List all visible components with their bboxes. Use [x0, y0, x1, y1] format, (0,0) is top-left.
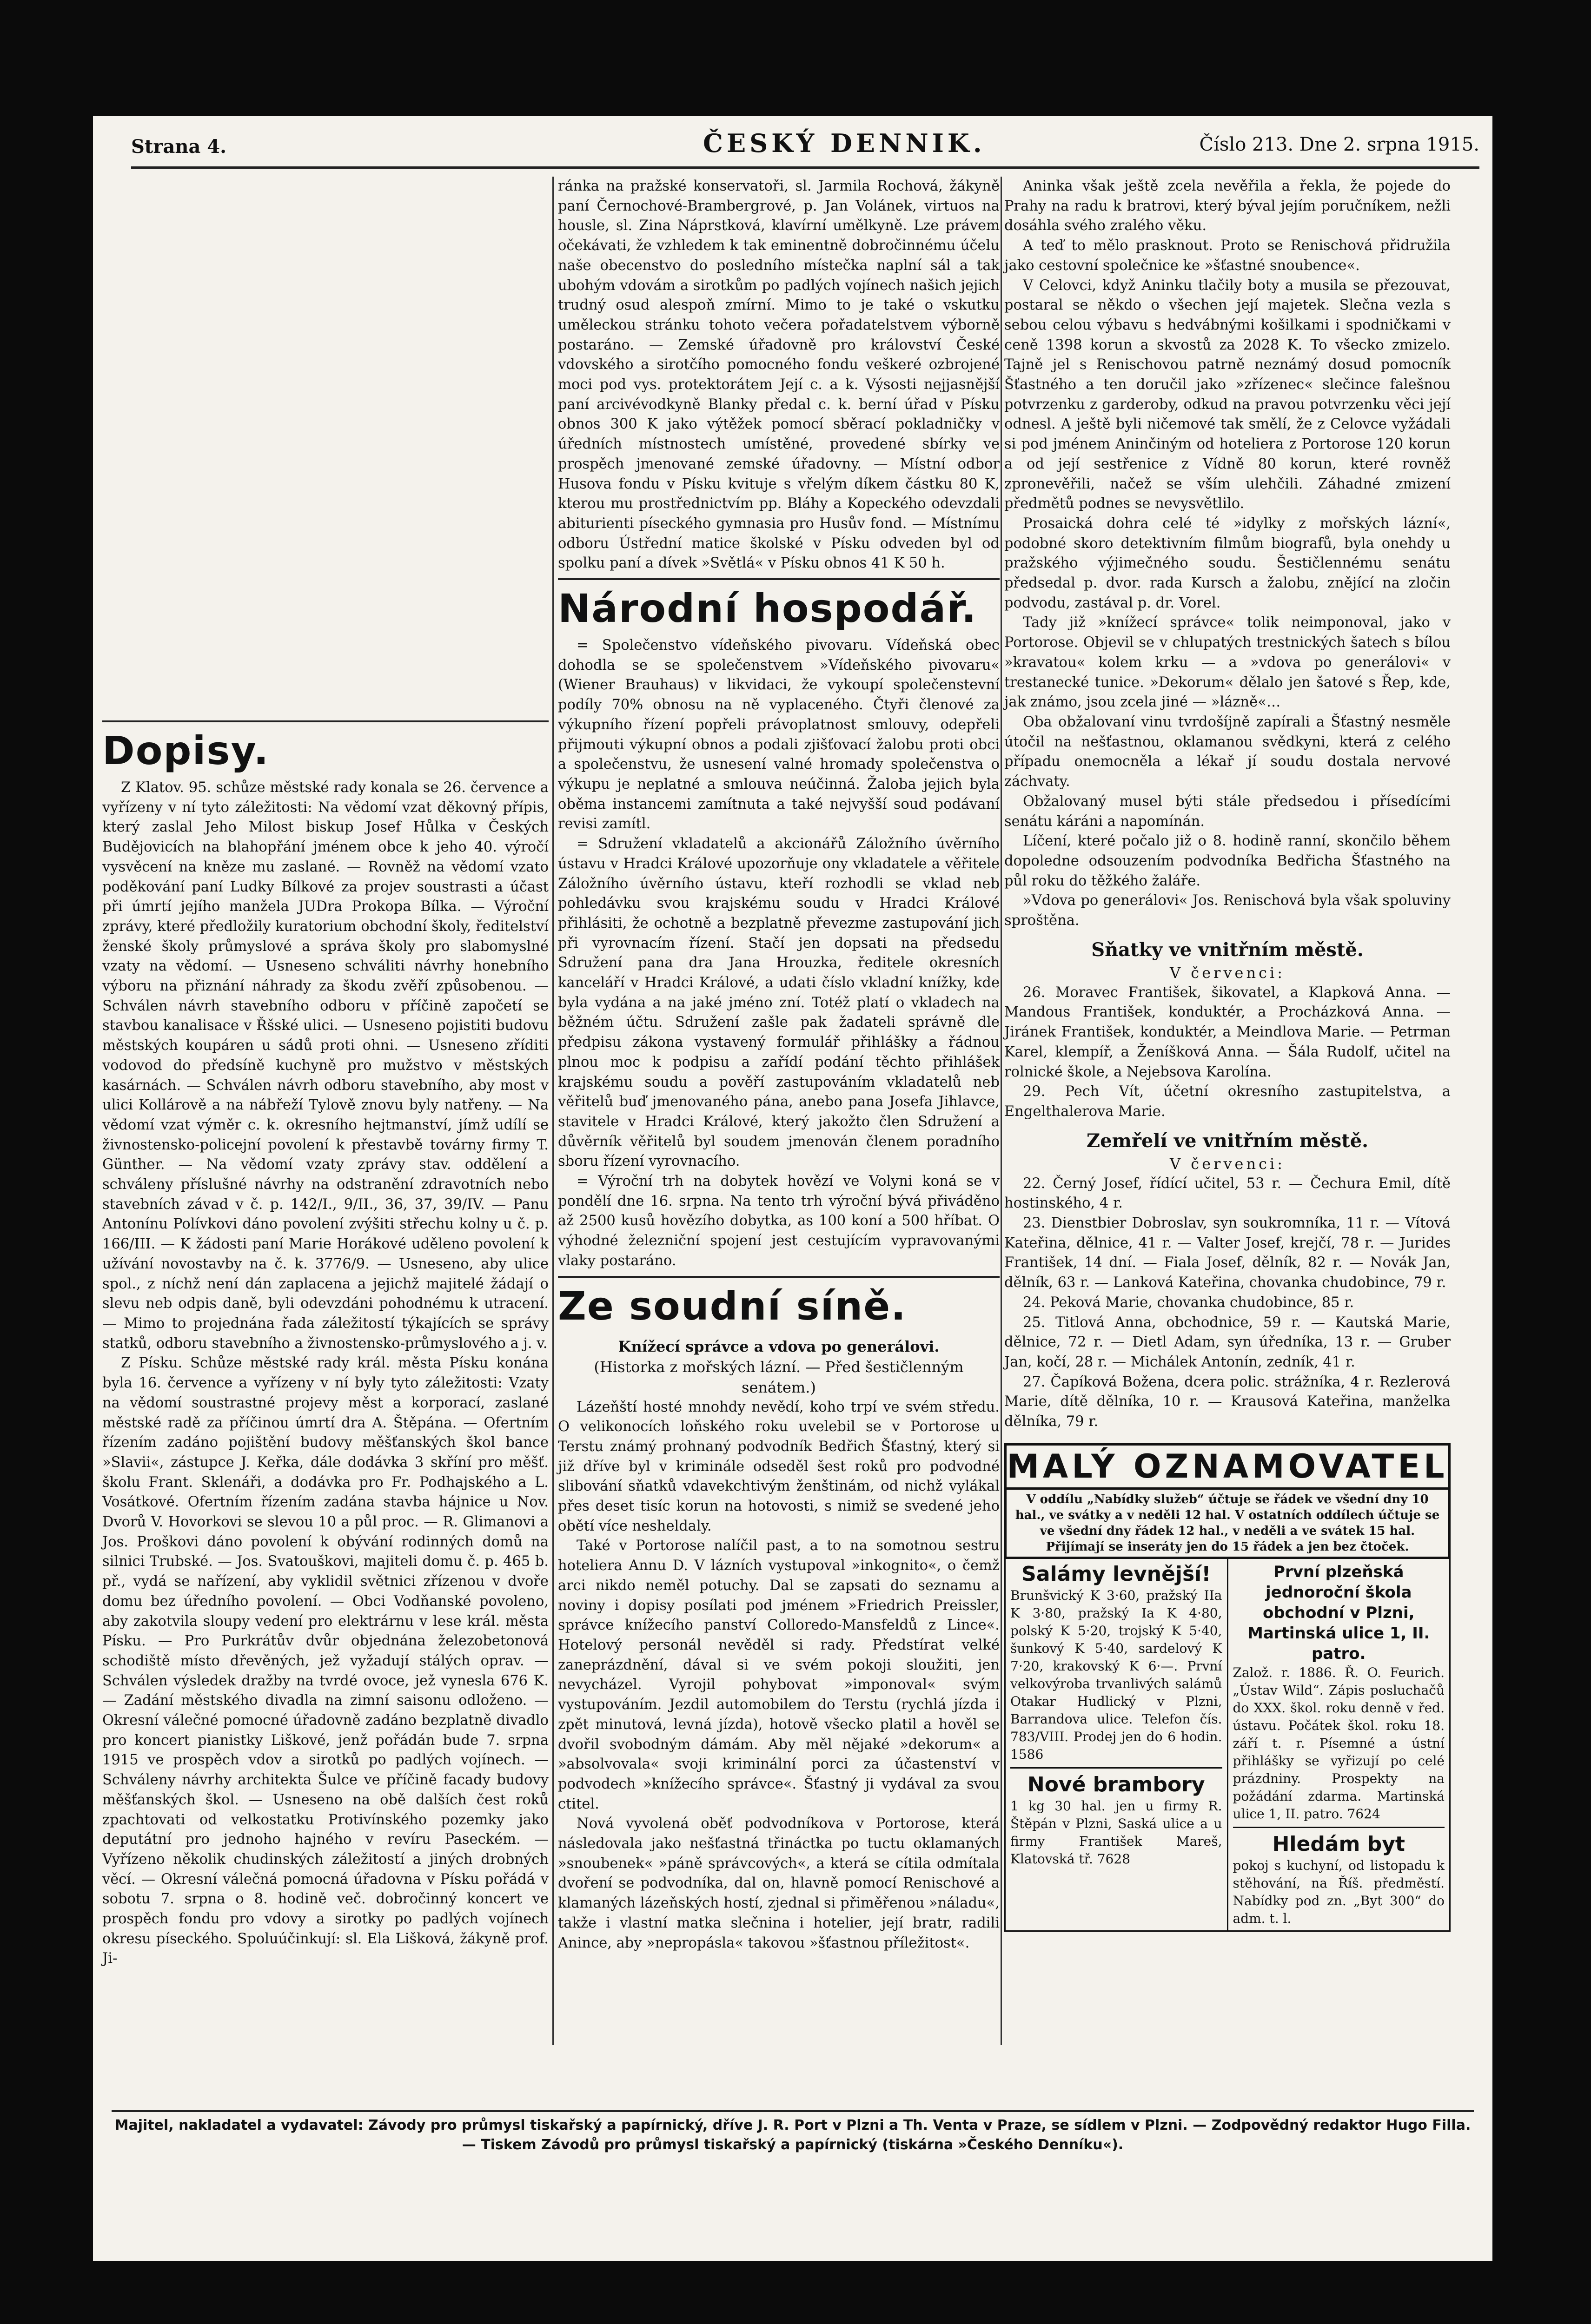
- section-rule: [102, 720, 549, 722]
- section-title-soudni-sin: Ze soudní síně.: [558, 1283, 907, 1329]
- article-paragraph: Obžalovaný musel býti stále předsedou i přísedícími senátu káráni a napomínán.: [1004, 793, 1451, 830]
- article-trh-volyne: = Výroční trh na dobytek hovězí ve Volyni koná se v pondělí dne 16. srpna. Na tento trh výroční bývá přiváděno až 2500 kusů hovězího dobytka, as 100 koní a 500 hříbat. O výhodné železniční spojení jest cestujícím vypravovanými vlaky postaráno.: [558, 1173, 1000, 1269]
- ad-text: pokoj s kuchyní, od listopadu k stěhování, na Říš. předměstí. Nabídky pod zn. „Byt 300“ do adm. t. l.: [1233, 1857, 1445, 1926]
- death-entry: 27. Čapíková Božena, dcera polic. strážníka, 4 r. Rezlerová Marie, dítě dělníka, 10 r. — Krausová Kateřina, manželka dělníka, 79 r.: [1004, 1373, 1451, 1430]
- section-title-dopisy: Dopisy.: [102, 728, 270, 773]
- section-rule: [558, 1276, 1000, 1278]
- death-entry: 25. Titlová Anna, obchodnice, 59 r. — Kautská Marie, dělnice, 72 r. — Dietl Adam, syn úředníka, 13 r. — Gruber Jan, kočí, 28 r. — Michálek Antonín, zedník, 41 r.: [1004, 1314, 1451, 1370]
- ad-text: Založ. r. 1886. Ř. O. Feurich. „Ústav Wild“. Zápis posluchačů do XXX. škol. roku denně v řed. ústavu. Počátek škol. roku 18. září t. r. Písemné a ústní přihlášky se vyřizují po celé prázdniny. Prospekty na požádání zdarma. Martinská ulice 1, II. patro. 7624: [1233, 1664, 1445, 1822]
- ad-heading: První plzeňská jednoroční škola obchodní v Plzni, Martinská ulice 1, II. patro.: [1247, 1562, 1430, 1663]
- deaths-heading: Zemřelí ve vnitřním městě.: [1086, 1129, 1369, 1152]
- ad-skola: [1233, 1562, 1445, 1828]
- article-paragraph: Také v Portorose nalíčil past, a to na somotnou sestru hoteliera Annu D. V lázních vystupoval »inkognito«, o čemž arci nikdo neměl potuchy. Dal se zapsati do seznamu a noviny i dopisy posílati pod jménem »Friedrich Preissler, správce knížecího panství Colloredo-Mansfeldů z Lince«. Hotelový personál nevěděl si rady. Předstírat velké zaneprázdnění, dával si ve svém pokoji sloužiti, jen nevycházel. Vyrojil pohybovat »imponoval« svým vystupováním. Jezdil automobilem do Terstu (rychlá jízda i zpět minutová, levná jízda), hotově všecko platil a hověl se dvořil svobodným dámám. Aby měl nějaké »dekorum« a »absolvovala« svoji kriminální porci za účastenství v podvodech »knížecího správce«. Šťastný ji vydával za svou ctitel.: [558, 1538, 1000, 1812]
- classifieds-grid: [1004, 1559, 1451, 1932]
- ad-byt: [1233, 1832, 1445, 1928]
- article-paragraph: Lázeňští hosté mnohdy nevědí, koho trpí ve svém středu. O velikonocích loňského roku uvelebil se v Portorose u Terstu známý prohnaný podvodník Bedřich Šťastný, který si již dříve byl v kriminále odseděl šest roků pro podvodné slibování sňatků vdavekchtivým ženštinám, od nichž vylákal přes deset tisíc korun na hotovosti, s nimiž se svedené jeho obětí více nesheldaly.: [558, 1399, 1000, 1534]
- ad-text: 1 kg 30 hal. jen u firmy R. Štěpán v Plzni, Saská ulice a u firmy František Mareš, Klatovská tř. 7628: [1010, 1798, 1222, 1867]
- page-label: Strana 4.: [131, 136, 227, 158]
- section-title-narodni-hospodar: Národní hospodář.: [558, 586, 977, 632]
- classifieds-title: MALÝ OZNAMOVATEL: [1004, 1443, 1451, 1490]
- column-1: [102, 177, 549, 1969]
- article-paragraph: V Celovci, když Aninku tlačily boty a musila se přezouvat, postaral se někdo o všechen její majetek. Slečna vezla s sebou celou výbavu s hedvábnými košilkami i spodničkami v ceně 1398 korun a skvostů za 2028 K. To všecko zmizelo. Tajně jel s Renischovou patrně neznámý dosud pomocník Šťastného a ten doručil jako »zřízenec« slečince falešnou potvrzenku z garderoby, odkud na pravou potvrzenku věci její odnesl. A ještě byli ničemové tak smělí, že z Celovce vyžádali si pod jménem Aninčiným od hoteliera z Portorose 120 korun a od její sestřenice z Vídně 80 korun, které rovněž zpronevěřili, načež se vším ulehčili. Záhadné zmizení předmětů podnes se nevysvětlilo.: [1004, 277, 1451, 512]
- ad-text: Brunšvický K 3·60, pražský IIa K 3·80, pražský Ia K 4·80, polský K 5·20, trojský K 5·40, šunkový K 5·40, sardelový K 7·20, krakovský K 6·—. První velkovýroba trvanlivých salámů Otakar Hudlický v Plzni, Barrandova ulice. Telefon čís. 783/VIII. Prodej jen do 6 hodin. 1586: [1010, 1587, 1222, 1762]
- column-rule: [552, 177, 554, 2045]
- article-sdruzeni: = Sdružení vkladatelů a akcionářů Záložního úvěrního ústavu v Hradci Králové upozorňuje ony vkladatele a věřitele Záložního úvěrního ústavu, kteří rozhodli se vklad neb pohledávku svou krajskému soudu v Hradci Králové přihlásiti, že ochotně a bezplatně převezme zastupování jich při vyrovnacím řízení. Stačí jen dopsati na předsedu Sdružení pana dra Jana Hrouzka, ředitele okresních kanceláří v Hradci Králové, a udati číslo vkladní knížky, kde byla vydána a na jaké jméno zní. Totéž platí o vkladech na běžném účtu. Sdružení zašle pak žadateli správně dle předpisu zákona vystavený formulář přihlášky a řádnou plnou moc k podpisu a zařídí podání těchto přihlášek krajskému soudu a pověří zastupováním vkladatelů neb věřitelů buď jmenovaného pána, anebo pana Josefa Jihlavce, stavitele v Hradci Králové, který jakožto člen Sdružení a důvěrník věřitelů byl soudem jmenován členem poradního sboru řízení vyrovnacího.: [558, 836, 1000, 1170]
- article-pisek-cont: ránka na pražské konservatoři, sl. Jarmila Rochová, žákyně paní Černochové-Brambergrové, p. Jan Volánek, virtuos na housle, sl. Zina Náprstková, klavírní umělkyně. Lze právem očekávati, že vzhledem k tak eminentně dobročinnému účelu naše obecenstvo do posledního místečka naplní sál a tak ubohým vdovám a sirotkům po padlých vojínech našich jejich trudný osud alespoň zmírní. Mimo to je také o vskutku uměleckou stránku tohoto večera pořadatelstvem výborně postaráno. — Zemské úřadovně pro království České vdovského a sirotčího pomocného fondu veškeré ozbrojené moci pod vys. protektorátem Její c. a k. Výsosti nejjasnější paní arcivévodkyně Blanky předal c. k. berní úřad v Písku obnos 300 K jako výtěžek pomocí sběrací pokladničky v úředních místnostech umístěné, provedené sbírky ve prospěch jmenované zemské úřadovny. — Místní odbor Husova fondu v Písku kvituje s vřelým díkem částku 80 K, kterou mu prostřednictvím pp. Bláhy a Kopeckého odevzdali abiturienti píseckého gymnasia pro Husův fond. — Místnímu odboru Ústřední matice školské v Písku odveden byl od spolku paní a dívek »Světlá« v Písku obnos 41 K 50 h.: [558, 178, 1000, 572]
- article-paragraph: Prosaická dohra celé té »idylky z mořských lázní«, podobné skoro detektivním filmům biografů, byla onehdy u pražského výjimečného soudu. Šestičlennému senátu předsedal p. dvor. rada Kursch a žalobu, znějící na zločin podvodu, zastával p. dr. Vorel.: [1004, 515, 1451, 611]
- section-rule: [558, 578, 1000, 580]
- marriages-heading: Sňatky ve vnitřním městě.: [1091, 938, 1364, 961]
- deaths-month: V červenci:: [1170, 1155, 1285, 1173]
- ad-heading: Salámy levnější!: [1021, 1562, 1211, 1586]
- marriages-month: V červenci:: [1170, 964, 1285, 982]
- article-headline: Knížecí správce a vdova po generálovi.: [618, 1337, 940, 1355]
- article-paragraph: Tady již »knížecí správce« tolik neimponoval, jako v Portorose. Objevil se v chlupatých trestnických šatech s bílou »kravatou« kolem krku — a »vdova po generálovi« v trestanecké tunice. »Dekorum« dělalo jen šatové s Řep, kde, jak známo, jsou zcela jiné — »lázně«…: [1004, 614, 1451, 711]
- classifieds-note: V oddílu „Nabídky služeb“ účtuje se řádek ve všední dny 10 hal., ve svátky a v neděli 12 hal. V ostatních oddílech účtuje se ve všední dny řádek 12 hal., v neděli a ve svátek 15 hal. Přijímají se inseráty jen do 15 řádek a jen bez čtoček.: [1004, 1490, 1451, 1559]
- article-paragraph: Líčení, které počalo již o 8. hodině ranní, skončilo během dopoledne odsouzením podvodníka Bedřicha Šťastného na půl roku do těžkého žaláře.: [1004, 833, 1451, 889]
- ad-brambory: [1010, 1772, 1222, 1868]
- ad-heading: Nové brambory: [1027, 1772, 1205, 1796]
- article-pisek: Z Písku. Schůze městské rady král. města Písku konána byla 16. července a vyřízeny v ní byly tyto záležitosti: Vzaty na vědomí soustrastné projevy měst a korporací, zaslané městské radě za příčinou úmrtí dra A. Štěpána. — Ofertním řízením zadáno pojištění budovy měšťanských škol bance »Slavii«, zástupce J. Keřka, dále dodávka 3 skříní pro měšť. školu Frant. Sklenáři, a dodávka pro Fr. Podhajského a L. Vosátkové. Ofertním řízením zadána stavba hájnice u Nov. Dvorů V. Hovorkovi se slevou 10 a půl proc. — R. Glimanovi a Jos. Proškovi dáno povolení k obývání rodinných domů na silnici Trubské. — Jos. Svatouškovi, majiteli domu č. p. 465 b. př., vydá se nařízení, aby vyklidil světnici zřízenou v dvoře domu bez úředního povolení. — Obci Vodňanské povoleno, aby zakotvila sloupy vedení pro elektrárnu v lese král. města Písku. — Pro Purkrátův dvůr objednána železobetonová schodiště místo dřevěných, jež vyžadují stálých oprav. — Schválen výsledek dražby na tvrdé ovoce, jež vynesla 676 K. — Zadání městského divadla na zimní saisonu odloženo. — Okresní válečné pomocné úřadovně zadáno bezplatně divadlo pro koncert pianistky Liškové, jenž pořádán bude 7. srpna 1915 ve prospěch vdov a sirotků po padlých vojínech. — Schváleny návrhy architekta Šulce ve příčině facady budovy měšťanských škol. — Usneseno na obě dalších čest roků zpachtovati od velkostatku Protivínského pozemky jako deputátní pro jednoho hajného v revíru Paseckém. — Vyřízeno několik chudinských záležitostí a jiných drobných věcí. — Okresní válečná pomocná úřadovna v Písku pořádá v sobotu 7. srpna o 8. hodině več. dobročinný koncert ve prospěch fondu pro vdovy a sirotky po padlých vojínech okresu píseckého. Spoluúčinkují: sl. Ela Lišková, žákyně prof. Ji-: [102, 1355, 549, 1967]
- marriage-entry: 29. Pech Vít, účetní okresního zastupitelstva, a Engelthalerova Marie.: [1004, 1083, 1451, 1120]
- newspaper-title: ČESKÝ DENNIK.: [703, 128, 986, 158]
- article-paragraph: Nová vyvolená oběť podvodníkova v Portorose, která následovala jako nešťastná třináctka po tuctu oklamaných »snoubenek« »páně správcových«, a která se cítila odmítala dvoření se podvodníka, dal on, hlavně pomocí Renischové a klamaných lázeňských hostí, zjednal si přiměřenou »náladu«, takže i vlastní matka slečnina i hotelier, její bratr, radili Anince, aby »nepropásla« takovou »šťastnou příležitost«.: [558, 1816, 1000, 1951]
- ad-salamy: [1010, 1562, 1222, 1769]
- marriage-entry: 26. Moravec František, šikovatel, a Klapková Anna. — Mandous František, konduktér, a Procházková Anna. — Jiránek František, konduktér, a Meindlova Marie. — Petrman Karel, klempíř, a Ženíšková Anna. — Šála Rudolf, učitel na rolnické škole, a Nejebsova Karolína.: [1004, 984, 1451, 1080]
- article-paragraph: Aninka však ještě zcela nevěřila a řekla, že pojede do Prahy na radu k bratrovi, který býval jejím poručníkem, nežli dosáhla svého zralého věku.: [1004, 178, 1451, 234]
- article-paragraph: »Vdova po generálovi« Jos. Renischová byla však spoluviny sproštěna.: [1004, 892, 1451, 929]
- death-entry: 22. Černý Josef, řídící učitel, 53 r. — Čechura Emil, dítě hostinského, 4 r.: [1004, 1175, 1451, 1212]
- classifieds-right: [1227, 1559, 1450, 1930]
- death-entry: 24. Peková Marie, chovanka chudobince, 85 r.: [1023, 1294, 1354, 1311]
- article-pivovar: = Společenstvo vídeňského pivovaru. Vídeňská obec dohodla se se společenstvem »Vídeňského pivovaru« (Wiener Brauhaus) v likvidaci, že vykoupí společenstevní podíly 70% obnosu na ně vyplaceného. Čtyři členové za výkupního řízení popřeli právoplatnost smlouvy, odepřeli přijmouti výkupní obnos a podali zjišťovací žalobu proti obci a společenstvu, že usnesení valné hromady společenstva o výkupu je neplatné a smlouva neúčinná. Žaloba jejich byla oběma instancemi zamítnuta a také nejvyšší soud podávaní revisi zamítl.: [558, 637, 1000, 832]
- column-2: [558, 177, 1000, 1953]
- issue-info: Číslo 213. Dne 2. srpna 1915.: [1199, 134, 1479, 155]
- page-header: [131, 125, 1479, 169]
- imprint-footer: Majitel, nakladatel a vydavatel: Závody pro průmysl tiskařský a papírnický, dříve J. R. Port v Plzni a Th. Venta v Praze, se sídlem v Plzni. — Zodpovědný redaktor Hugo Filla. — Tiskem Závodů pro průmysl tiskařský a papírnický (tiskárna »Českého Denníku«).: [112, 2110, 1474, 2155]
- article-subheadline: (Historka z mořských lázní. — Před šestičlenným senátem.): [594, 1358, 964, 1396]
- article-paragraph: A teď to mělo prasknout. Proto se Renischová přidružila jako cestovní společnice ke »šťastné snoubence«.: [1004, 238, 1451, 274]
- column-3: [1004, 177, 1451, 1932]
- blank-space: [102, 177, 549, 720]
- ad-heading: Hledám byt: [1272, 1832, 1405, 1856]
- column-rule: [1001, 177, 1002, 2045]
- article-paragraph: Oba obžalovaní vinu tvrdošíjně zapírali a Šťastný nesměle útočil na nešťastnou, oklamanou svědkyni, která z celého případu onemocněla a lékař jí soudu dostala nervové záchvaty.: [1004, 713, 1451, 790]
- classifieds-left: [1006, 1559, 1227, 1930]
- article-klatovy: Z Klatov. 95. schůze městské rady konala se 26. července a vyřízeny v ní tyto záležitosti: Na vědomí vzat děkovný přípis, který zaslal Jeho Milost biskup Josef Hůlka v Českých Budějovicích na blahopřání jménem obce k jeho 40. výročí vysvěcení na kněze mu zaslané. — Rovněž na vědomí vzato poděkování paní Ludky Bílkové za projev soustrasti a účast při úmrtí jejího manžela JUDra Prokopa Bílka. — Výroční zprávy, které předložily kuratorium obchodní školy, ředitelství ženské školy průmyslové a správa školy pro slabomyslné vzaty na vědomí. — Usneseno schváliti návrhy honebního výboru na přiznání náhrady za škodu zvěří způsobenou. — Schválen návrh stavebního odboru v příčině započetí se stavbou kanalisace v Řšské ulici. — Usneseno pojistiti budovu městských koupáren u sádů proti ohni. — Usneseno zříditi vodovod do předsíně kuchyně pro mužstvo v městských kasárnách. — Schválen návrh odboru stavebního, aby most v ulici Kollárově a na nábřeží Tylově znovu byly natřeny. — Na vědomí vzat výměr c. k. okresního hejtmanství, jímž udílí se živnostensko-policejní povolení k přestavbě továrny firmy T. Günther. — Na vědomí vzaty zprávy stav. oddělení a schváleny příslušné návrhy na odstranění zdravotních nebo stavebních závad v č. p. 142/I., 9/II., 36, 37, 39/IV. — Panu Antonínu Polívkovi dáno povolení zvýšiti střechu kolny u č. p. 166/III. — K žádosti paní Marie Horákové uděleno povolení k užívání novostavby na č. k. 3776/9. — Usneseno, aby ulice spol., z níchž není dán zaplacena a jejichž majitelé žádají o slevu neb odpis daně, byli odevzdáni pohodnému k utracení. — Mimo to projednána řada záležitostí týkajících se správy statků, odboru stavebního a živnostensko-průmyslového a j. v.: [102, 779, 549, 1352]
- death-entry: 23. Dienstbier Dobroslav, syn soukromníka, 11 r. — Vítová Kateřina, dělnice, 41 r. — Valter Josef, krejčí, 78 r. — Jurides František, 14 dní. — Fiala Josef, dělník, 82 r. — Novák Jan, dělník, 63 r. — Lanková Kateřina, chovanka chudobince, 79 r.: [1004, 1215, 1451, 1291]
- newspaper-page: [93, 116, 1492, 2261]
